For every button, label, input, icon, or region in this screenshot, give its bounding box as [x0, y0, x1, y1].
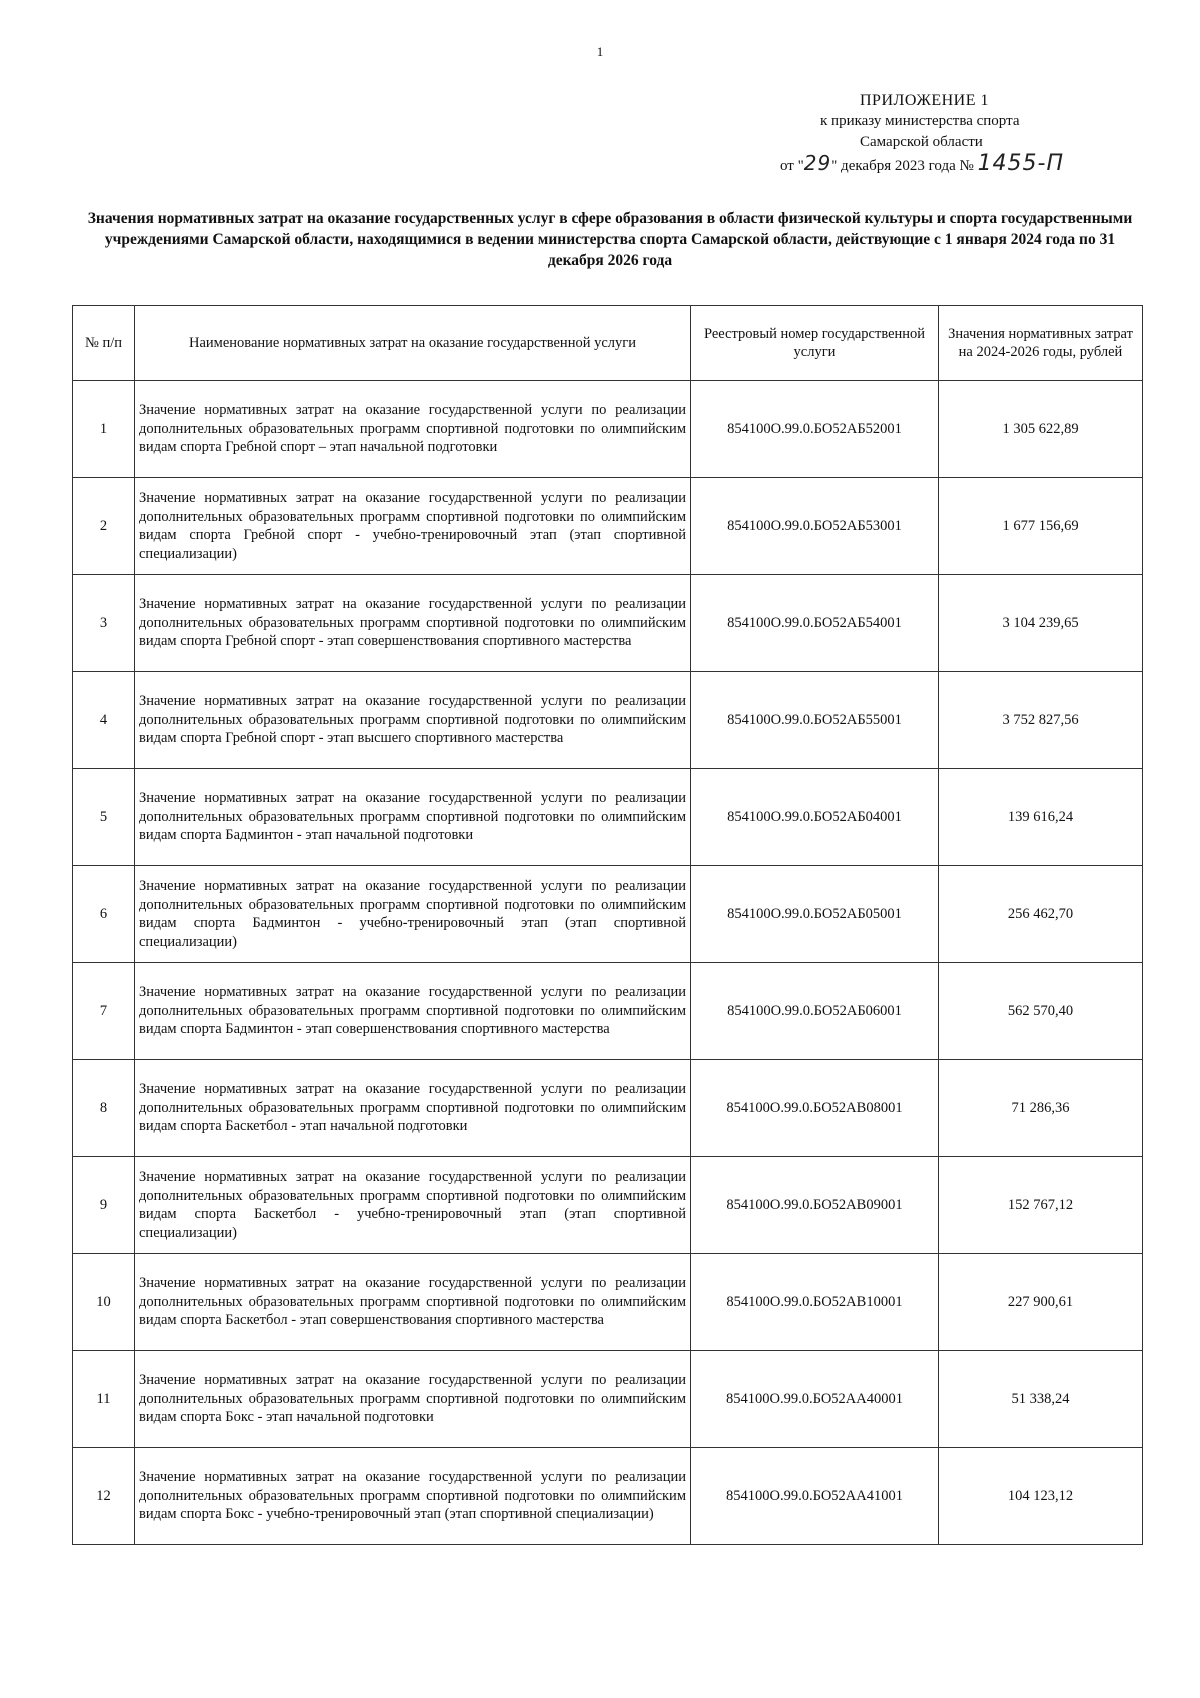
row-cost-value: 227 900,61 — [939, 1254, 1143, 1351]
row-cost-name: Значение нормативных затрат на оказание государственной услуги по реализации дополнительных образовательных программ спортивной подготовки по олимпийским видам спорта Гребной спорт – этап начальной подготовки — [135, 381, 691, 478]
table-row — [73, 575, 1143, 672]
row-registry-number: 854100О.99.0.БО52АБ06001 — [691, 963, 939, 1060]
row-number: 8 — [73, 1060, 135, 1157]
row-registry-number: 854100О.99.0.БО52АА40001 — [691, 1351, 939, 1448]
row-number: 6 — [73, 866, 135, 963]
row-number: 12 — [73, 1448, 135, 1545]
row-number: 5 — [73, 769, 135, 866]
row-number: 1 — [73, 381, 135, 478]
table-row — [73, 478, 1143, 575]
header-value: Значения нормативных затрат на 2024-2026 годы, рублей — [939, 306, 1143, 381]
table-row — [73, 769, 1143, 866]
date-prefix: от " — [780, 158, 804, 174]
table-row — [73, 866, 1143, 963]
row-cost-value: 3 752 827,56 — [939, 672, 1143, 769]
row-cost-name: Значение нормативных затрат на оказание государственной услуги по реализации дополнительных образовательных программ спортивной подготовки по олимпийским видам спорта Бадминтон - учебно-тренировочный этап (этап спортивной специализации) — [135, 866, 691, 963]
appendix-block — [780, 90, 1120, 177]
row-registry-number: 854100О.99.0.БО52АБ54001 — [691, 575, 939, 672]
appendix-region: Самарской области — [860, 134, 983, 150]
header-name: Наименование нормативных затрат на оказание государственной услуги — [135, 306, 691, 381]
row-cost-value: 51 338,24 — [939, 1351, 1143, 1448]
row-registry-number: 854100О.99.0.БО52АБ05001 — [691, 866, 939, 963]
header-num: № п/п — [73, 306, 135, 381]
row-cost-name: Значение нормативных затрат на оказание государственной услуги по реализации дополнительных образовательных программ спортивной подготовки по олимпийским видам спорта Бадминтон - этап совершенствования спортивного мастерства — [135, 963, 691, 1060]
table-row — [73, 963, 1143, 1060]
normative-costs-table — [72, 305, 1143, 1545]
appendix-title: ПРИЛОЖЕНИЕ 1 — [860, 92, 990, 109]
row-number: 10 — [73, 1254, 135, 1351]
row-registry-number: 854100О.99.0.БО52АА41001 — [691, 1448, 939, 1545]
row-registry-number: 854100О.99.0.БО52АВ10001 — [691, 1254, 939, 1351]
row-cost-name: Значение нормативных затрат на оказание государственной услуги по реализации дополнительных образовательных программ спортивной подготовки по олимпийским видам спорта Гребной спорт - учебно-тренировочный этап (этап спортивной специализации) — [135, 478, 691, 575]
row-number: 4 — [73, 672, 135, 769]
table-row — [73, 1157, 1143, 1254]
row-cost-name: Значение нормативных затрат на оказание государственной услуги по реализации дополнительных образовательных программ спортивной подготовки по олимпийским видам спорта Бадминтон - этап начальной подготовки — [135, 769, 691, 866]
row-registry-number: 854100О.99.0.БО52АБ53001 — [691, 478, 939, 575]
row-cost-name: Значение нормативных затрат на оказание государственной услуги по реализации дополнительных образовательных программ спортивной подготовки по олимпийским видам спорта Бокс - этап начальной подготовки — [135, 1351, 691, 1448]
row-registry-number: 854100О.99.0.БО52АБ55001 — [691, 672, 939, 769]
row-number: 11 — [73, 1351, 135, 1448]
header-registry-number: Реестровый номер государственной услуги — [691, 306, 939, 381]
row-cost-value: 562 570,40 — [939, 963, 1143, 1060]
row-cost-name: Значение нормативных затрат на оказание государственной услуги по реализации дополнительных образовательных программ спортивной подготовки по олимпийским видам спорта Гребной спорт - этап совершенствования спортивного мастерства — [135, 575, 691, 672]
row-cost-name: Значение нормативных затрат на оказание государственной услуги по реализации дополнительных образовательных программ спортивной подготовки по олимпийским видам спорта Баскетбол - этап совершенствования спортивного мастерства — [135, 1254, 691, 1351]
row-cost-value: 152 767,12 — [939, 1157, 1143, 1254]
row-cost-name: Значение нормативных затрат на оказание государственной услуги по реализации дополнительных образовательных программ спортивной подготовки по олимпийским видам спорта Гребной спорт - этап высшего спортивного мастерства — [135, 672, 691, 769]
row-cost-value: 139 616,24 — [939, 769, 1143, 866]
row-registry-number: 854100О.99.0.БО52АБ52001 — [691, 381, 939, 478]
appendix-order-ref: к приказу министерства спорта — [820, 113, 1020, 129]
handwritten-day: 29 — [803, 151, 832, 175]
row-cost-value: 71 286,36 — [939, 1060, 1143, 1157]
row-cost-name: Значение нормативных затрат на оказание государственной услуги по реализации дополнительных образовательных программ спортивной подготовки по олимпийским видам спорта Баскетбол - этап начальной подготовки — [135, 1060, 691, 1157]
row-number: 3 — [73, 575, 135, 672]
row-registry-number: 854100О.99.0.БО52АБ04001 — [691, 769, 939, 866]
page-number: 1 — [596, 44, 604, 59]
row-number: 9 — [73, 1157, 135, 1254]
table-row — [73, 672, 1143, 769]
row-registry-number: 854100О.99.0.БО52АВ08001 — [691, 1060, 939, 1157]
row-cost-value: 1 305 622,89 — [939, 381, 1143, 478]
row-cost-name: Значение нормативных затрат на оказание государственной услуги по реализации дополнительных образовательных программ спортивной подготовки по олимпийским видам спорта Бокс - учебно-тренировочный этап (этап спортивной специализации) — [135, 1448, 691, 1545]
row-registry-number: 854100О.99.0.БО52АВ09001 — [691, 1157, 939, 1254]
table-row — [73, 1351, 1143, 1448]
document-heading: Значения нормативных затрат на оказание государственных услуг в сфере образования в области физической культуры и спорта государственными учреждениями Самарской области, находящимися в ведении министерства спорта Самарской области, действующие с 1 января 2024 года по 31 декабря 2026 года — [87, 210, 1133, 269]
table-header-row — [73, 306, 1143, 381]
row-cost-value: 1 677 156,69 — [939, 478, 1143, 575]
date-middle: " декабря 2023 года № — [831, 158, 974, 174]
appendix-date-line — [780, 153, 1120, 177]
handwritten-order-number: 1455-П — [977, 151, 1065, 176]
table-row — [73, 381, 1143, 478]
table-row — [73, 1448, 1143, 1545]
table-row — [73, 1060, 1143, 1157]
row-number: 2 — [73, 478, 135, 575]
row-cost-name: Значение нормативных затрат на оказание государственной услуги по реализации дополнительных образовательных программ спортивной подготовки по олимпийским видам спорта Баскетбол - учебно-тренировочный этап (этап спортивной специализации) — [135, 1157, 691, 1254]
row-number: 7 — [73, 963, 135, 1060]
row-cost-value: 104 123,12 — [939, 1448, 1143, 1545]
table-row — [73, 1254, 1143, 1351]
row-cost-value: 256 462,70 — [939, 866, 1143, 963]
row-cost-value: 3 104 239,65 — [939, 575, 1143, 672]
